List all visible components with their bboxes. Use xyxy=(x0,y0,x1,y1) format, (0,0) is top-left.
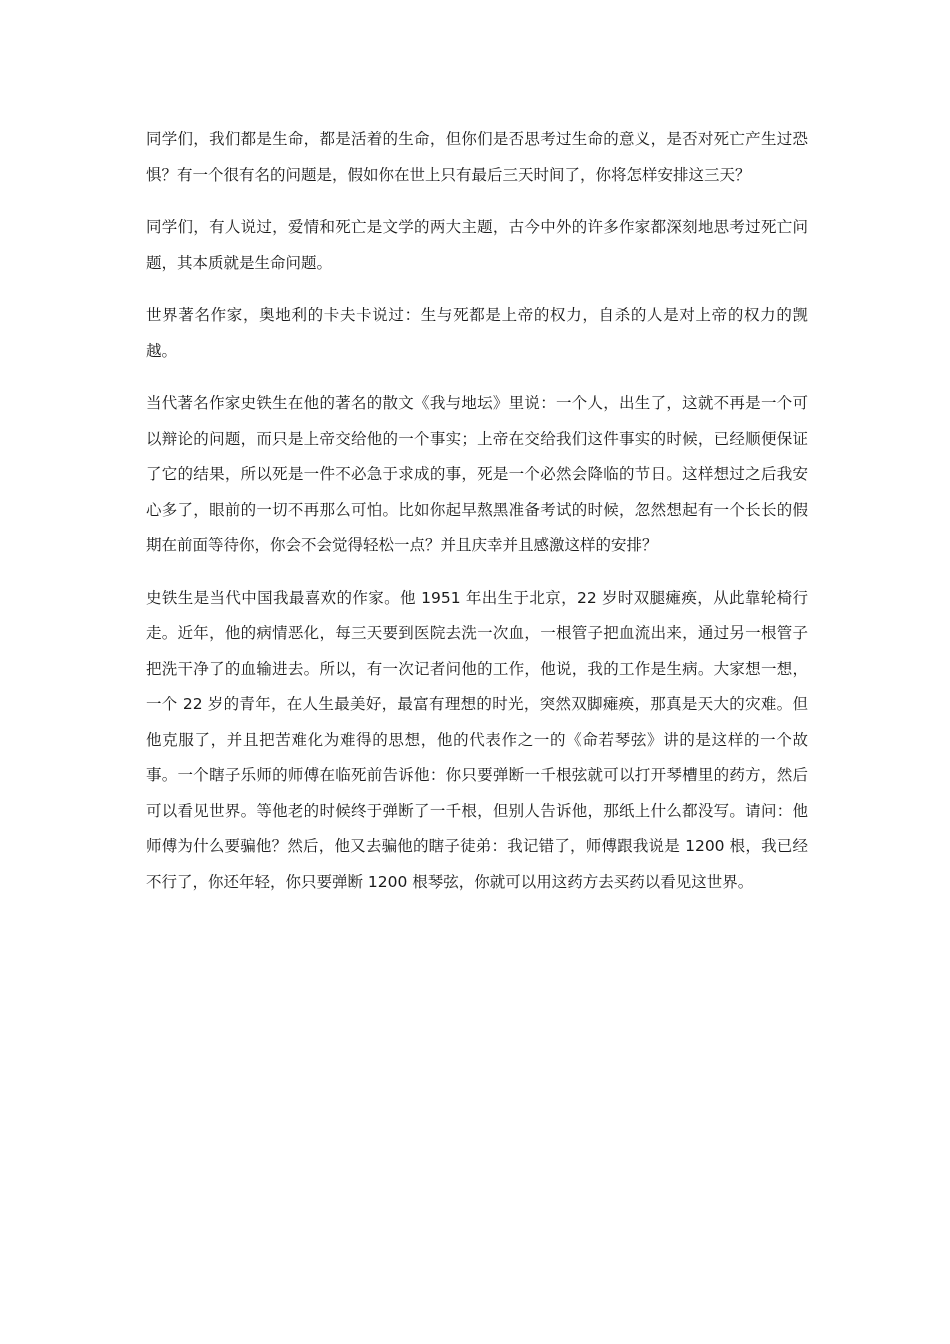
document-page xyxy=(146,122,808,917)
paragraph-literature-themes: 同学们，有人说过，爱情和死亡是文学的两大主题，古今中外的许多作家都深刻地思考过死亡问题，其本质就是生命问题。 xyxy=(146,218,808,272)
paragraph-kafka-quote: 世界著名作家，奥地利的卡夫卡说过：生与死都是上帝的权力，自杀的人是对上帝的权力的觊越。 xyxy=(146,306,808,360)
paragraph-shi-tiesheng-story: 史铁生是当代中国我最喜欢的作家。他 1951 年出生于北京，22 岁时双腿瘫痪，从此靠轮椅行走。近年，他的病情恶化，每三天要到医院去洗一次血，一根管子把血流出来，通过另一根管子把洗干净了的血输进去。所以，有一次记者问他的工作，他说，我的工作是生病。大家想一想，一个 22 岁的青年，在人生最美好，最富有理想的时光，突然双脚瘫痪，那真是天大的灾难。但他克服了，并且把苦难化为难得的思想，他的代表作之一的《命若琴弦》讲的是这样的一个故事。一个瞎子乐师的师傅在临死前告诉他：你只要弹断一千根弦就可以打开琴槽里的药方，然后可以看见世界。等他老的时候终于弹断了一千根，但别人告诉他，那纸上什么都没写。请问：他师傅为什么要骗他？然后，他又去骗他的瞎子徒弟：我记错了，师傅跟我说是 1200 根，我已经不行了，你还年轻，你只要弹断 1200 根琴弦，你就可以用这药方去买药以看见这世界。 xyxy=(146,588,808,891)
paragraph-death-question: 同学们，我们都是生命，都是活着的生命，但你们是否思考过生命的意义，是否对死亡产生过恐惧？有一个很有名的问题是，假如你在世上只有最后三天时间了，你将怎样安排这三天？ xyxy=(146,130,808,184)
paragraph-shi-tiesheng-ditan: 当代著名作家史铁生在他的著名的散文《我与地坛》里说：一个人，出生了，这就不再是一个可以辩论的问题，而只是上帝交给他的一个事实；上帝在交给我们这件事实的时候，已经顺便保证了它的结果，所以死是一件不必急于求成的事，死是一个必然会降临的节日。这样想过之后我安心多了，眼前的一切不再那么可怕。比如你起早熬黑准备考试的时候，忽然想起有一个长长的假期在前面等待你，你会不会觉得轻松一点？并且庆幸并且感激这样的安排？ xyxy=(146,394,808,554)
